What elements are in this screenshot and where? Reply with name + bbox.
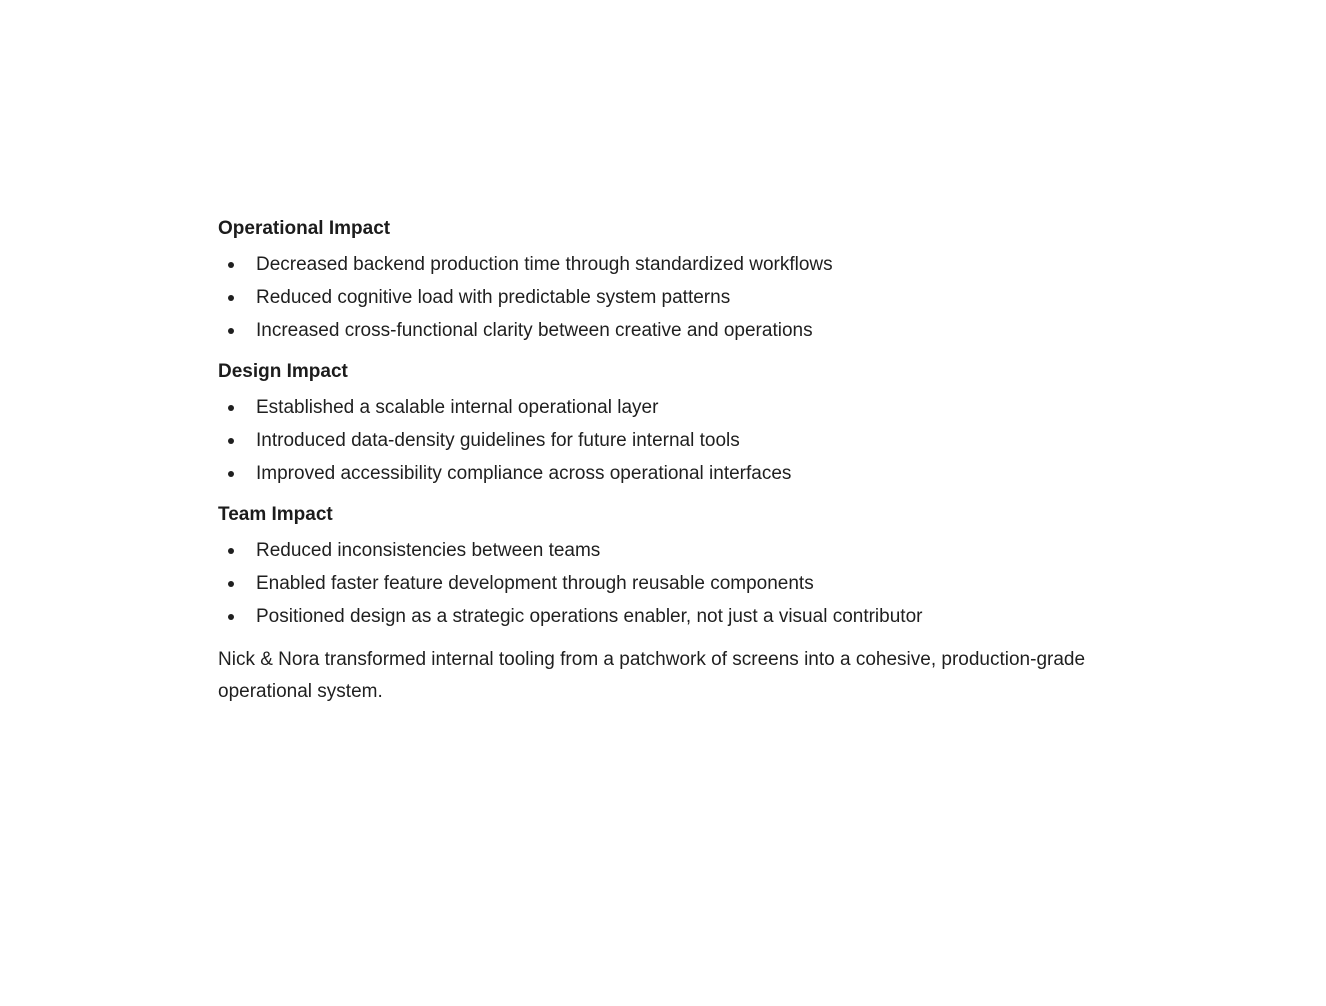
section-heading: Operational Impact: [218, 218, 391, 239]
list-item: [218, 424, 1098, 457]
bullet-icon: [228, 405, 234, 411]
list-item-text: Reduced cognitive load with predictable system patterns: [256, 287, 731, 308]
section-heading: Team Impact: [218, 504, 333, 525]
list-item: [218, 248, 1098, 281]
bullet-icon: [228, 328, 234, 334]
bullet-icon: [228, 581, 234, 587]
bullet-icon: [228, 262, 234, 268]
list-item-text: Reduced inconsistencies between teams: [256, 540, 601, 561]
list-item-text: Enabled faster feature development through reusable components: [256, 573, 814, 594]
list-item: [218, 281, 1098, 314]
section-heading: Design Impact: [218, 361, 348, 382]
bullet-list: [218, 534, 1098, 633]
list-item-text: Decreased backend production time through standardized workflows: [256, 254, 833, 275]
bullet-icon: [228, 548, 234, 554]
bullet-list: [218, 391, 1098, 490]
list-item: [218, 534, 1098, 567]
bullet-list: [218, 248, 1098, 347]
list-item: [218, 600, 1098, 633]
section-team-impact: [218, 501, 1098, 633]
summary-paragraph: Nick & Nora transformed internal tooling from a patchwork of screens into a cohesive, production-grade operational system.: [218, 649, 1086, 702]
list-item: [218, 314, 1098, 347]
bullet-icon: [228, 614, 234, 620]
list-item-text: Improved accessibility compliance across operational interfaces: [256, 463, 792, 484]
list-item: [218, 567, 1098, 600]
section-operational-impact: [218, 215, 1098, 347]
bullet-icon: [228, 471, 234, 477]
list-item-text: Established a scalable internal operational layer: [256, 397, 659, 418]
section-design-impact: [218, 358, 1098, 490]
bullet-icon: [228, 295, 234, 301]
list-item-text: Positioned design as a strategic operations enabler, not just a visual contributor: [256, 606, 923, 627]
list-item: [218, 391, 1098, 424]
bullet-icon: [228, 438, 234, 444]
impact-content: [218, 215, 1098, 708]
list-item: [218, 457, 1098, 490]
list-item-text: Introduced data-density guidelines for future internal tools: [256, 430, 740, 451]
list-item-text: Increased cross-functional clarity between creative and operations: [256, 320, 813, 341]
